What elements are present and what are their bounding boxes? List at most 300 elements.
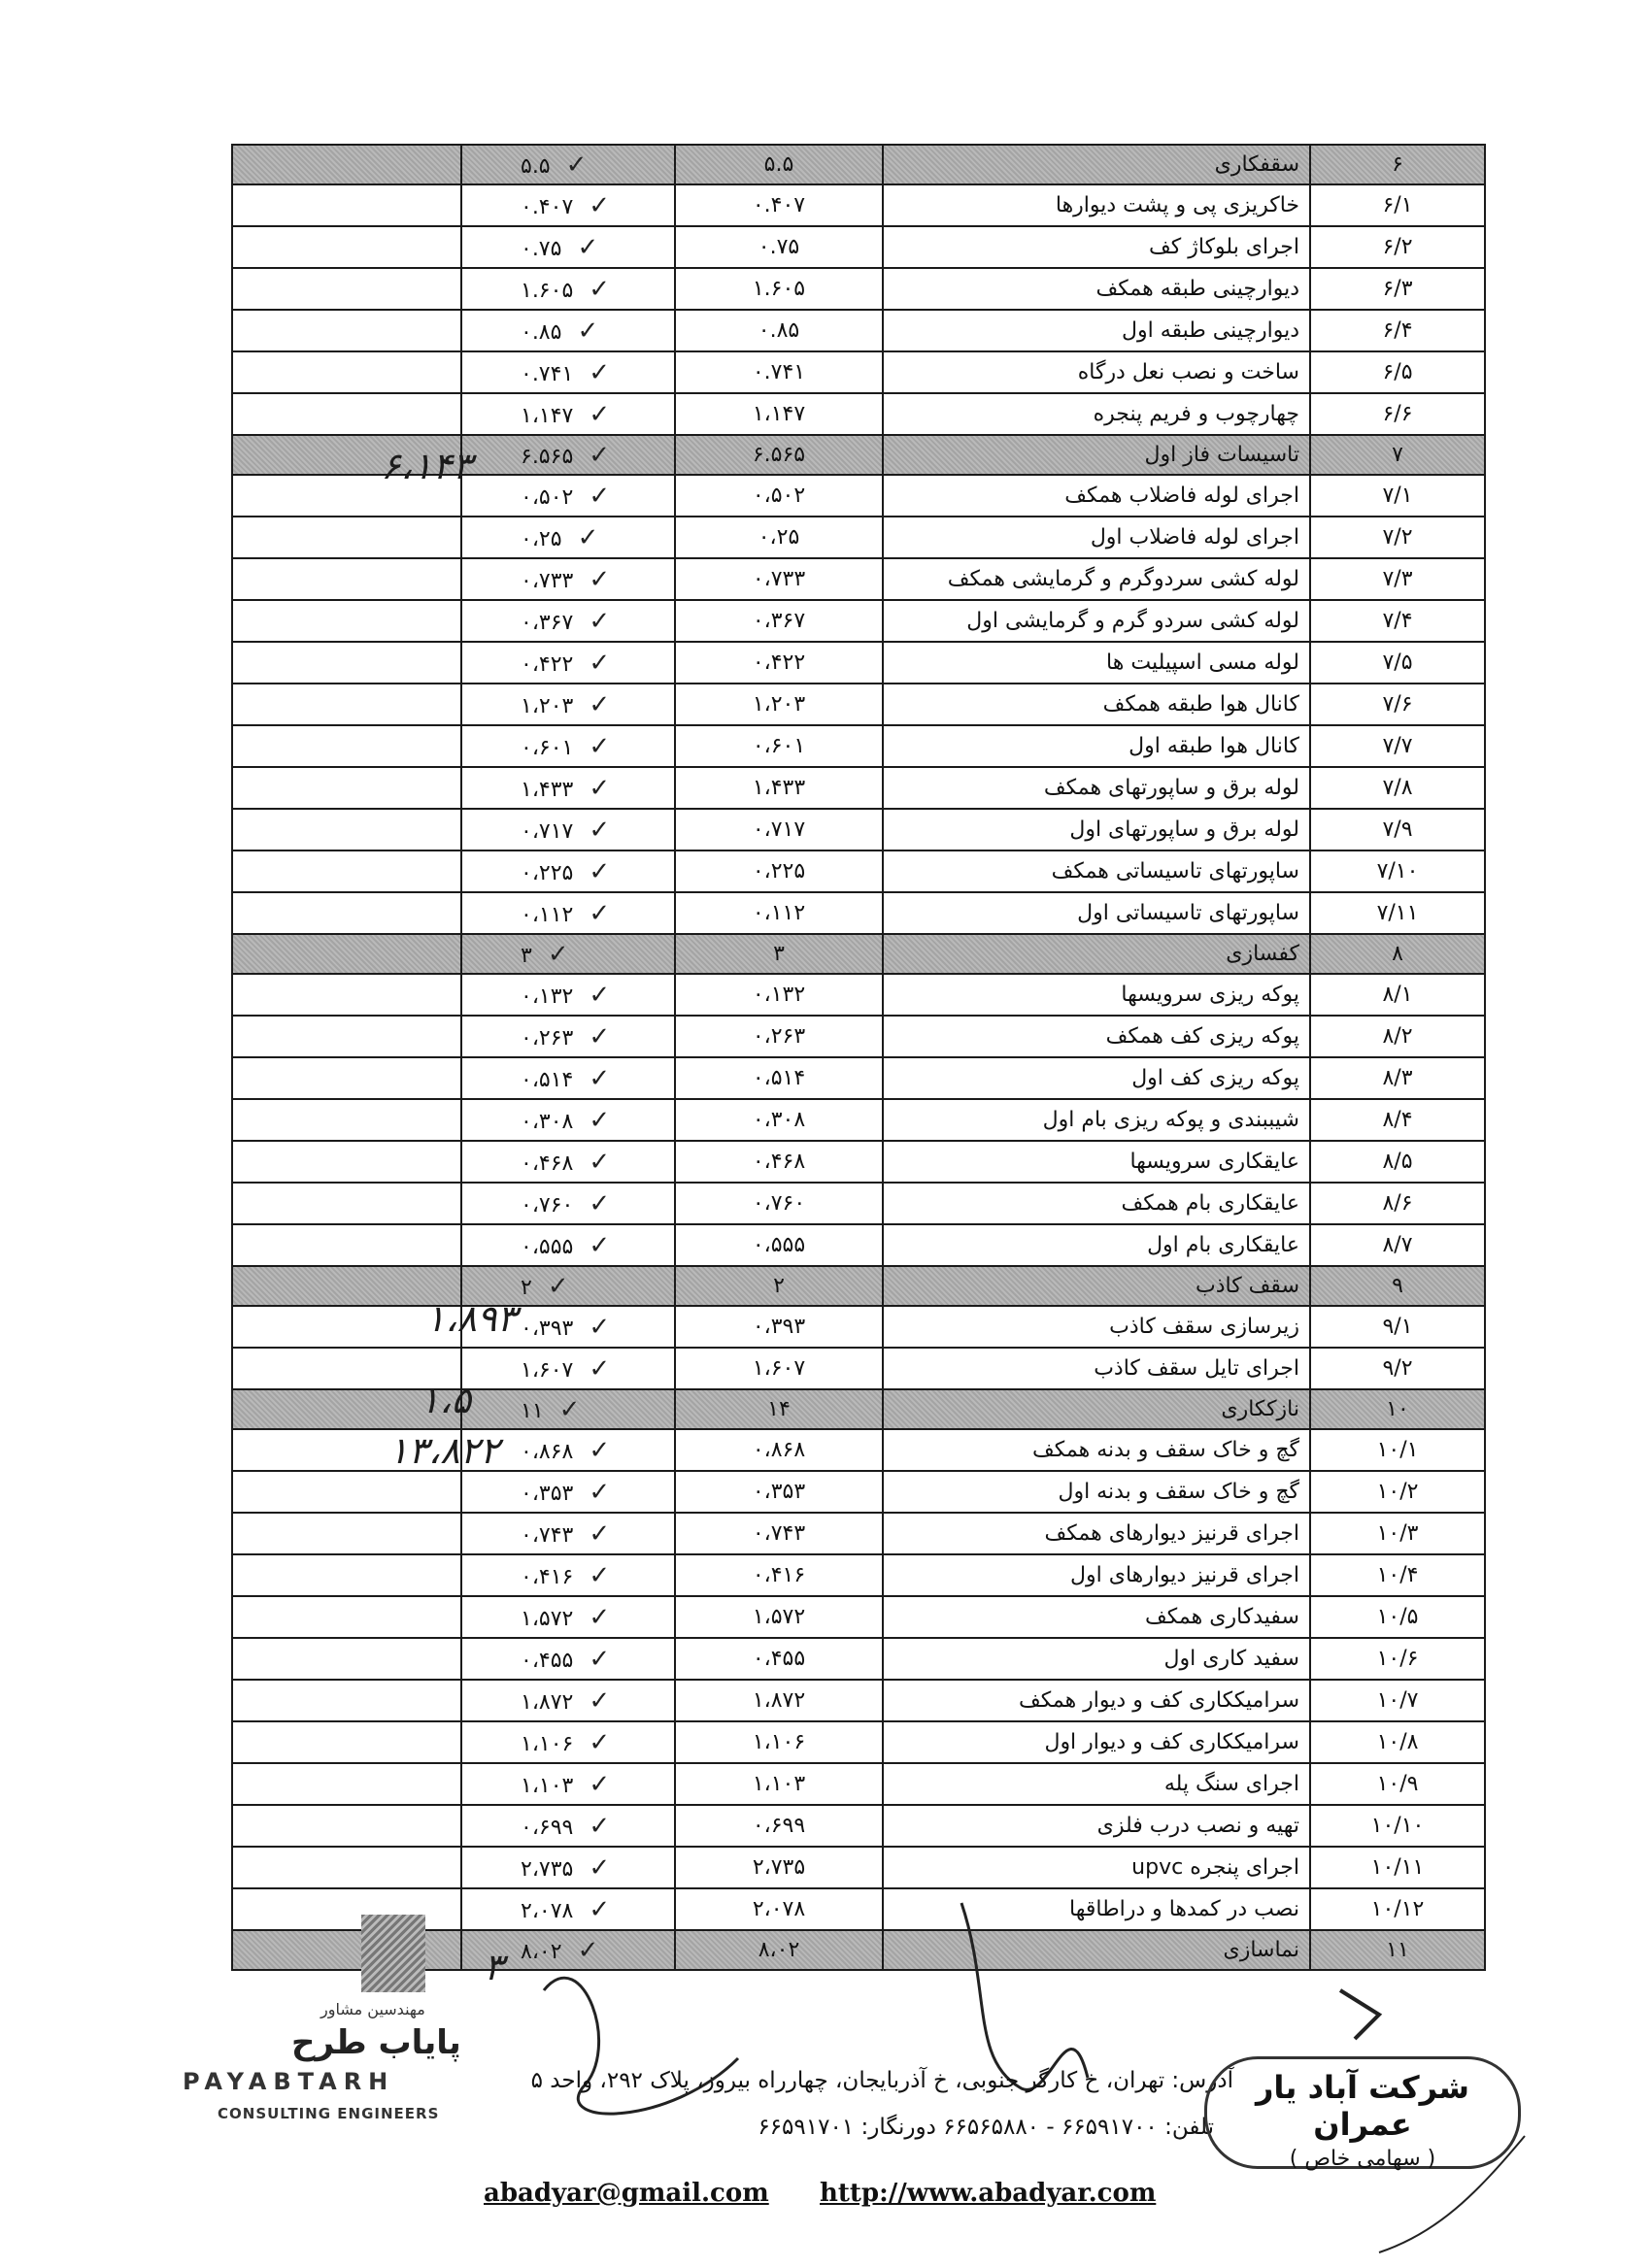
item-row xyxy=(232,767,1485,809)
item-row xyxy=(232,1513,1485,1554)
item-code-text: ۶/۵ xyxy=(1382,360,1413,384)
extra-cell xyxy=(232,1141,461,1183)
check-mark-icon: ✓ xyxy=(589,399,611,429)
item-code-cell xyxy=(1310,310,1485,351)
planned-value-cell xyxy=(675,850,883,892)
item-code-text: ۱۰/۹ xyxy=(1376,1772,1419,1796)
planned-value-text: ۰،۶۰۱ xyxy=(752,734,806,758)
item-title-cell xyxy=(883,1057,1310,1099)
item-code-cell xyxy=(1310,1638,1485,1680)
item-code-cell xyxy=(1310,351,1485,393)
item-title-cell xyxy=(883,1429,1310,1471)
email-link[interactable]: abadyar@gmail.com xyxy=(484,2179,769,2208)
handwritten-sec10-total: ۱۳،۸۲۲ xyxy=(388,1429,500,1472)
checked-value-text: ۲ xyxy=(521,1275,532,1300)
item-title-cell xyxy=(883,1306,1310,1348)
check-mark-icon: ✓ xyxy=(589,1021,611,1051)
item-code-cell xyxy=(1310,1888,1485,1930)
item-row xyxy=(232,268,1485,310)
item-row xyxy=(232,684,1485,725)
item-code-text: ۶/۲ xyxy=(1382,235,1413,259)
item-title-cell xyxy=(883,1930,1310,1970)
planned-value-text: ۰.۷۴۱ xyxy=(752,360,806,384)
planned-value-cell xyxy=(675,1513,883,1554)
item-code-text: ۶/۱ xyxy=(1382,193,1413,217)
checked-value-cell xyxy=(461,1638,675,1680)
item-title-cell xyxy=(883,184,1310,226)
check-mark-icon: ✓ xyxy=(589,606,611,636)
extra-cell xyxy=(232,517,461,558)
item-code-cell xyxy=(1310,1554,1485,1596)
item-title-text: لوله برق و ساپورتهای اول xyxy=(1069,817,1299,842)
item-row xyxy=(232,1224,1485,1266)
planned-value-cell xyxy=(675,184,883,226)
checked-value-text: ۲،۷۳۵ xyxy=(521,1856,574,1882)
website-link[interactable]: http://www.abadyar.com xyxy=(820,2179,1157,2208)
extra-cell xyxy=(232,310,461,351)
planned-value-cell xyxy=(675,1554,883,1596)
check-mark-icon: ✓ xyxy=(589,731,611,761)
check-mark-icon: ✓ xyxy=(589,773,611,803)
item-code-cell xyxy=(1310,1429,1485,1471)
planned-value-text: ۱،۵۷۲ xyxy=(752,1605,806,1629)
checked-value-text: ۰،۳۰۸ xyxy=(521,1109,574,1134)
item-row xyxy=(232,1471,1485,1513)
item-row xyxy=(232,642,1485,684)
checked-value-cell xyxy=(461,1721,675,1763)
extra-cell xyxy=(232,1721,461,1763)
planned-value-cell xyxy=(675,1348,883,1389)
item-title-text: سرامیککاری کف و دیوار همکف xyxy=(1018,1688,1299,1713)
item-code-text: ۷ xyxy=(1392,443,1403,467)
checked-value-text: ۵.۵ xyxy=(521,153,551,179)
item-title-text: چهارچوب و فریم پنجره xyxy=(1093,402,1299,426)
extra-cell xyxy=(232,725,461,767)
checked-value-text: ۰.۷۴۱ xyxy=(521,361,574,386)
item-code-cell xyxy=(1310,1306,1485,1348)
item-code-text: ۱۰/۱۰ xyxy=(1370,1814,1425,1838)
planned-value-cell xyxy=(675,1805,883,1847)
planned-value-cell xyxy=(675,767,883,809)
item-code-cell xyxy=(1310,1224,1485,1266)
check-mark-icon: ✓ xyxy=(589,1518,611,1549)
item-code-cell xyxy=(1310,1805,1485,1847)
signature-mark xyxy=(1340,1990,1379,2039)
extra-cell xyxy=(232,1596,461,1638)
item-code-text: ۶ xyxy=(1392,152,1403,177)
planned-value-text: ۰،۲۶۳ xyxy=(752,1024,806,1049)
item-title-text: کفسازی xyxy=(1226,942,1299,966)
item-title-cell xyxy=(883,1638,1310,1680)
planned-value-cell xyxy=(675,558,883,600)
checked-value-cell xyxy=(461,1099,675,1141)
extra-cell xyxy=(232,1805,461,1847)
item-title-cell xyxy=(883,850,1310,892)
checked-value-text: ۰،۲۶۳ xyxy=(521,1025,574,1051)
checked-value-text: ۰،۵۱۴ xyxy=(521,1067,574,1092)
check-mark-icon: ✓ xyxy=(589,1769,611,1799)
checked-value-text: ۰،۷۴۳ xyxy=(521,1522,574,1548)
check-mark-icon: ✓ xyxy=(589,1230,611,1260)
item-title-cell xyxy=(883,1141,1310,1183)
check-mark-icon: ✓ xyxy=(547,1271,569,1301)
item-title-text: نصب در کمدها و دراطاقها xyxy=(1069,1897,1299,1921)
item-title-text: نازککاری xyxy=(1221,1397,1299,1421)
item-code-text: ۱۰/۷ xyxy=(1376,1688,1419,1713)
company-stamp xyxy=(1204,2056,1521,2169)
extra-cell xyxy=(232,1183,461,1224)
checked-value-cell xyxy=(461,310,675,351)
planned-value-text: ۶.۵۶۵ xyxy=(752,443,806,467)
checked-value-cell xyxy=(461,684,675,725)
item-title-text: عایقکاری بام اول xyxy=(1147,1233,1299,1257)
extra-cell xyxy=(232,268,461,310)
item-code-text: ۸/۷ xyxy=(1382,1233,1413,1257)
item-title-text: لوله برق و ساپورتهای همکف xyxy=(1043,776,1299,800)
checked-value-cell xyxy=(461,1471,675,1513)
item-title-cell xyxy=(883,1763,1310,1805)
item-code-text: ۸/۴ xyxy=(1382,1108,1413,1132)
planned-value-text: ۱،۴۳۳ xyxy=(752,776,806,800)
item-code-cell xyxy=(1310,393,1485,435)
firm-subtitle-en: CONSULTING ENGINEERS xyxy=(218,2105,440,2122)
item-title-text: اجرای لوله فاضلاب اول xyxy=(1090,525,1299,550)
item-title-text: تهیه و نصب درب فلزی xyxy=(1096,1814,1299,1838)
checked-value-text: ۰.۴۰۷ xyxy=(521,194,574,219)
item-row xyxy=(232,1638,1485,1680)
checked-value-text: ۰،۴۵۵ xyxy=(521,1648,574,1673)
extra-cell xyxy=(232,184,461,226)
item-row xyxy=(232,310,1485,351)
checked-value-text: ۶.۵۶۵ xyxy=(521,444,574,469)
item-code-text: ۹/۱ xyxy=(1382,1315,1413,1339)
item-code-cell xyxy=(1310,1513,1485,1554)
planned-value-text: ۰،۷۶۰ xyxy=(752,1191,806,1216)
item-code-text: ۸/۱ xyxy=(1382,983,1413,1007)
check-mark-icon: ✓ xyxy=(577,316,599,346)
item-code-text: ۱۰/۸ xyxy=(1376,1730,1419,1754)
item-code-cell xyxy=(1310,1141,1485,1183)
checked-value-text: ۱،۴۳۳ xyxy=(521,777,574,802)
item-code-cell xyxy=(1310,517,1485,558)
item-code-text: ۷/۹ xyxy=(1382,817,1413,842)
planned-value-text: ۱۴ xyxy=(767,1397,791,1421)
item-code-cell xyxy=(1310,684,1485,725)
extra-cell xyxy=(232,934,461,974)
item-code-text: ۱۰ xyxy=(1386,1397,1409,1421)
check-mark-icon: ✓ xyxy=(589,648,611,678)
checked-value-cell xyxy=(461,435,675,475)
checked-value-text: ۱۱ xyxy=(521,1398,544,1423)
check-mark-icon: ✓ xyxy=(589,481,611,511)
planned-value-cell xyxy=(675,1016,883,1057)
item-title-cell xyxy=(883,475,1310,517)
check-mark-icon: ✓ xyxy=(589,1147,611,1177)
item-row xyxy=(232,1306,1485,1348)
planned-value-cell xyxy=(675,1763,883,1805)
checked-value-text: ۰،۱۱۲ xyxy=(521,902,574,927)
checked-value-text: ۳ xyxy=(521,943,532,968)
check-mark-icon: ✓ xyxy=(589,190,611,220)
checked-value-text: ۰،۳۶۷ xyxy=(521,610,574,635)
item-code-cell xyxy=(1310,558,1485,600)
checked-value-cell xyxy=(461,1596,675,1638)
planned-value-cell xyxy=(675,1471,883,1513)
item-title-cell xyxy=(883,1099,1310,1141)
item-row xyxy=(232,1763,1485,1805)
item-row xyxy=(232,351,1485,393)
item-code-text: ۱۰/۱ xyxy=(1376,1438,1419,1462)
item-title-cell xyxy=(883,767,1310,809)
item-code-cell xyxy=(1310,600,1485,642)
item-code-cell xyxy=(1310,268,1485,310)
planned-value-cell xyxy=(675,1888,883,1930)
item-title-text: زیرسازی سقف کاذب xyxy=(1109,1315,1299,1339)
item-title-text: عایقکاری سرویسها xyxy=(1129,1150,1299,1174)
item-title-cell xyxy=(883,974,1310,1016)
item-title-cell xyxy=(883,517,1310,558)
planned-value-cell xyxy=(675,1721,883,1763)
planned-value-text: ۰.۴۰۷ xyxy=(752,193,806,217)
item-row xyxy=(232,226,1485,268)
check-mark-icon: ✓ xyxy=(589,689,611,719)
item-code-text: ۱۰/۴ xyxy=(1376,1563,1419,1587)
checked-value-text: ۸،۰۲ xyxy=(521,1939,562,1964)
planned-value-text: ۰.۷۵ xyxy=(758,235,800,259)
item-code-cell xyxy=(1310,1057,1485,1099)
handwritten-sec7-total: ۶،۱۴۳ xyxy=(381,445,472,487)
progress-table-body xyxy=(232,145,1485,1970)
planned-value-cell xyxy=(675,268,883,310)
item-code-cell xyxy=(1310,1930,1485,1970)
checked-value-cell xyxy=(461,184,675,226)
item-code-text: ۷/۷ xyxy=(1382,734,1413,758)
firm-name-en: PAYABTARH xyxy=(183,2068,395,2095)
planned-value-cell xyxy=(675,892,883,934)
item-title-text: اجرای تایل سقف کاذب xyxy=(1094,1356,1299,1381)
item-code-text: ۸/۵ xyxy=(1382,1150,1413,1174)
planned-value-cell xyxy=(675,517,883,558)
item-code-text: ۶/۳ xyxy=(1382,277,1413,301)
extra-cell xyxy=(232,974,461,1016)
item-row xyxy=(232,1680,1485,1721)
planned-value-cell xyxy=(675,934,883,974)
check-mark-icon: ✓ xyxy=(589,1727,611,1757)
item-row xyxy=(232,1847,1485,1888)
planned-value-cell xyxy=(675,1638,883,1680)
item-title-text: اجرای بلوکاژ کف xyxy=(1149,235,1299,259)
planned-value-text: ۲،۷۳۵ xyxy=(752,1855,806,1880)
planned-value-text: ۰،۵۰۲ xyxy=(752,484,806,508)
checked-value-cell xyxy=(461,1554,675,1596)
extra-cell xyxy=(232,1847,461,1888)
extra-cell xyxy=(232,600,461,642)
item-code-text: ۸/۶ xyxy=(1382,1191,1413,1216)
check-mark-icon: ✓ xyxy=(558,1394,581,1424)
item-row xyxy=(232,892,1485,934)
checked-value-text: ۰.۸۵ xyxy=(521,319,562,345)
extra-cell xyxy=(232,892,461,934)
extra-cell xyxy=(232,1930,461,1970)
item-code-cell xyxy=(1310,850,1485,892)
item-title-text: اجرای سنگ پله xyxy=(1163,1772,1299,1796)
item-code-text: ۸/۳ xyxy=(1382,1066,1413,1090)
planned-value-text: ۰،۳۵۳ xyxy=(752,1480,806,1504)
planned-value-text: ۰،۷۳۳ xyxy=(752,567,806,591)
item-row xyxy=(232,1141,1485,1183)
check-mark-icon: ✓ xyxy=(577,522,599,552)
planned-value-cell xyxy=(675,1099,883,1141)
check-mark-icon: ✓ xyxy=(589,274,611,304)
firm-note: مهندسین مشاور xyxy=(320,2000,425,2018)
item-title-cell xyxy=(883,435,1310,475)
planned-value-cell xyxy=(675,475,883,517)
planned-value-text: ۰،۶۹۹ xyxy=(752,1814,806,1838)
planned-value-text: ۰،۸۶۸ xyxy=(752,1438,806,1462)
item-title-cell xyxy=(883,1471,1310,1513)
item-title-text: لوله کشی سردوگرم و گرمایشی همکف xyxy=(947,567,1299,591)
check-mark-icon: ✓ xyxy=(589,815,611,845)
planned-value-text: ۱،۲۰۳ xyxy=(752,692,806,717)
item-code-cell xyxy=(1310,184,1485,226)
item-row xyxy=(232,600,1485,642)
item-code-text: ۱۰/۵ xyxy=(1376,1605,1419,1629)
item-title-text: ساپورتهای تاسیساتی همکف xyxy=(1051,859,1299,884)
item-title-cell xyxy=(883,1554,1310,1596)
checked-value-text: ۲،۰۷۸ xyxy=(521,1898,574,1923)
planned-value-text: ۰،۳۰۸ xyxy=(752,1108,806,1132)
item-row xyxy=(232,809,1485,850)
planned-value-cell xyxy=(675,1429,883,1471)
planned-value-text: ۱،۱۴۷ xyxy=(752,402,806,426)
check-mark-icon: ✓ xyxy=(589,1811,611,1841)
planned-value-text: ۱،۶۰۷ xyxy=(752,1356,806,1381)
planned-value-cell xyxy=(675,1306,883,1348)
section-row xyxy=(232,145,1485,184)
planned-value-cell xyxy=(675,393,883,435)
checked-value-text: ۰،۷۱۷ xyxy=(521,818,574,844)
checked-value-text: ۰،۴۶۸ xyxy=(521,1151,574,1176)
extra-cell xyxy=(232,393,461,435)
planned-value-cell xyxy=(675,974,883,1016)
item-title-cell xyxy=(883,1183,1310,1224)
checked-value-cell xyxy=(461,1224,675,1266)
extra-cell xyxy=(232,809,461,850)
planned-value-cell xyxy=(675,1847,883,1888)
item-code-cell xyxy=(1310,1016,1485,1057)
item-title-cell xyxy=(883,892,1310,934)
checked-value-cell xyxy=(461,1057,675,1099)
item-row xyxy=(232,1057,1485,1099)
planned-value-text: ۰،۳۶۷ xyxy=(752,609,806,633)
checked-value-cell xyxy=(461,351,675,393)
item-title-text: سرامیککاری کف و دیوار اول xyxy=(1044,1730,1299,1754)
checked-value-cell xyxy=(461,1016,675,1057)
checked-value-cell xyxy=(461,517,675,558)
check-mark-icon: ✓ xyxy=(589,1477,611,1507)
checked-value-cell xyxy=(461,145,675,184)
item-code-cell xyxy=(1310,934,1485,974)
address-line: آدرس: تهران، خ کارگر جنوبی، خ آذربایجان، چهارراه بیروز، پلاک ۲۹۲، واحد ۵ xyxy=(530,2068,1233,2093)
item-code-text: ۸/۲ xyxy=(1382,1024,1413,1049)
item-title-text: پوکه ریزی کف اول xyxy=(1131,1066,1299,1090)
planned-value-text: ۰،۱۳۲ xyxy=(752,983,806,1007)
planned-value-cell xyxy=(675,1680,883,1721)
item-code-text: ۷/۸ xyxy=(1382,776,1413,800)
item-row xyxy=(232,1016,1485,1057)
checked-value-cell xyxy=(461,809,675,850)
planned-value-text: ۰،۵۵۵ xyxy=(752,1233,806,1257)
item-code-text: ۷/۲ xyxy=(1382,525,1413,550)
item-title-cell xyxy=(883,1513,1310,1554)
checked-value-cell xyxy=(461,1389,675,1429)
extra-cell xyxy=(232,145,461,184)
handwritten-row92-value: ۱،۵ xyxy=(420,1379,472,1421)
firm-name-fa: پایاب طرح xyxy=(291,2023,461,2062)
planned-value-cell xyxy=(675,1596,883,1638)
check-mark-icon: ✓ xyxy=(589,1602,611,1632)
item-code-text: ۱۰/۶ xyxy=(1376,1647,1419,1671)
checked-value-cell xyxy=(461,1805,675,1847)
item-code-text: ۶/۴ xyxy=(1382,318,1413,343)
item-row xyxy=(232,184,1485,226)
item-title-text: کانال هوا طبقه اول xyxy=(1129,734,1299,758)
planned-value-cell xyxy=(675,1224,883,1266)
item-title-cell xyxy=(883,1680,1310,1721)
item-title-text: اجرای پنجره upvc xyxy=(1131,1855,1299,1880)
check-mark-icon: ✓ xyxy=(577,232,599,262)
item-title-cell xyxy=(883,1389,1310,1429)
item-code-text: ۱۰/۱۱ xyxy=(1370,1855,1425,1880)
check-mark-icon: ✓ xyxy=(589,856,611,886)
item-code-cell xyxy=(1310,1847,1485,1888)
check-mark-icon: ✓ xyxy=(589,1894,611,1924)
item-row xyxy=(232,974,1485,1016)
check-mark-icon: ✓ xyxy=(589,1063,611,1093)
item-code-cell xyxy=(1310,1348,1485,1389)
planned-value-text: ۲،۰۷۸ xyxy=(752,1897,806,1921)
item-title-cell xyxy=(883,1016,1310,1057)
item-title-cell xyxy=(883,393,1310,435)
item-code-text: ۷/۱ xyxy=(1382,484,1413,508)
extra-cell xyxy=(232,1057,461,1099)
item-code-text: ۱۰/۱۲ xyxy=(1370,1897,1425,1921)
item-code-text: ۷/۵ xyxy=(1382,650,1413,675)
item-code-cell xyxy=(1310,642,1485,684)
checked-value-cell xyxy=(461,1183,675,1224)
planned-value-cell xyxy=(675,1141,883,1183)
item-row xyxy=(232,1099,1485,1141)
item-code-cell xyxy=(1310,145,1485,184)
check-mark-icon: ✓ xyxy=(589,1353,611,1384)
checked-value-text: ۰.۷۵ xyxy=(521,236,562,261)
item-title-cell xyxy=(883,226,1310,268)
checked-value-cell xyxy=(461,393,675,435)
checked-value-cell xyxy=(461,725,675,767)
checked-value-text: ۰،۲۲۵ xyxy=(521,860,574,885)
check-mark-icon: ✓ xyxy=(589,1644,611,1674)
item-title-cell xyxy=(883,145,1310,184)
item-code-cell xyxy=(1310,892,1485,934)
checked-value-text: ۱.۶۰۵ xyxy=(521,278,574,303)
progress-table xyxy=(231,144,1486,1971)
item-title-text: اجرای قرنیز دیوارهای اول xyxy=(1070,1563,1299,1587)
item-code-cell xyxy=(1310,1099,1485,1141)
planned-value-cell xyxy=(675,435,883,475)
item-title-cell xyxy=(883,1224,1310,1266)
checked-value-text: ۱،۵۷۲ xyxy=(521,1606,574,1631)
item-title-cell xyxy=(883,268,1310,310)
